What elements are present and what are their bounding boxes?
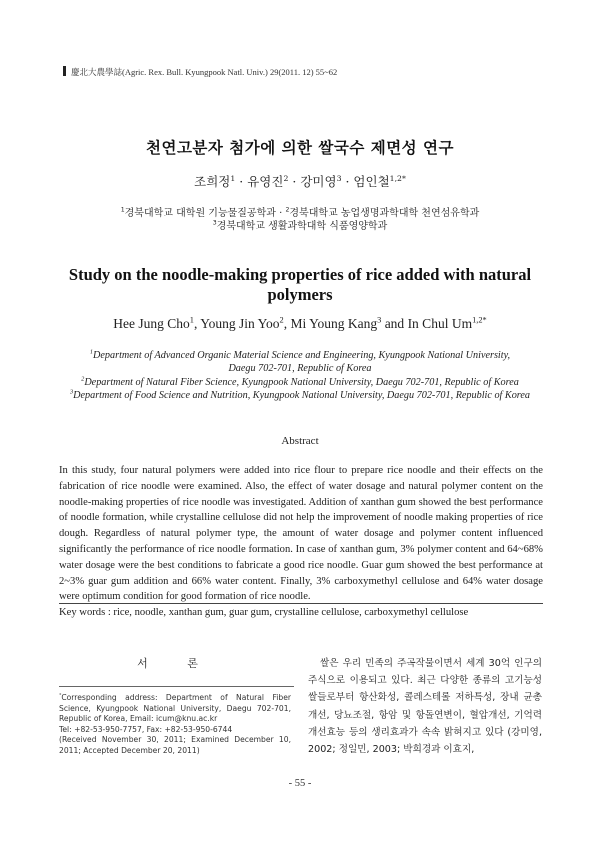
aff-text: Department of Food Science and Nutrition, Kyungpook National University, Daegu 702-701, Republic of Korea — [73, 390, 531, 402]
author-name: 유영진 — [247, 174, 284, 189]
korean-affiliation-line — [0, 207, 600, 220]
english-affiliation-line — [0, 376, 600, 389]
korean-authors — [0, 172, 600, 190]
korean-title: 천연고분자 첨가에 의한 쌀국수 제면성 연구 — [146, 139, 454, 157]
korean-affiliations — [0, 207, 600, 233]
author-name: In Chul Um — [407, 316, 473, 331]
aff-text: 경북대학교 생활과학대학 식품영양학과 — [216, 221, 388, 232]
author-separator: · — [288, 174, 301, 189]
footnote-line: (Received November 30, 2011; Examined December 10, 2011; Accepted December 20, 2011) — [59, 735, 291, 755]
aff-sup: 1 — [89, 348, 94, 356]
author-name: 엄인철 — [353, 174, 390, 189]
footnote-divider — [59, 686, 294, 687]
abstract-body: In this study, four natural polymers were added into rice flour to prepare rice noodle and their effects on the fabrication of rice noodle were examined. Also, the effect of water dosage and natural polymer content on the noodle-making properties of rice noodle was investigated. Addition of xanthan gum showed the best performance of noodle formation, while crystalline cellulose did not help the improvement of noodle making properties of rice dough. Regardless of natural polymer type, the amount of water dosage and polymer content influenced significantly the performance of rice noodle formation. In case of xanthan gum, 3% polymer content and 64~68% water dosage were the best conditions to fabricate a good rice noodle. Guar gum showed the best performance at 2~3% guar gum addition and 66% water content. Finally, 3% carboxymethyl cellulose and 64% water dosage were optimum condition for good formation of rice noodle. — [59, 465, 543, 603]
aff-text: 경북대학교 농업생명과학대학 천연섬유학과 — [289, 208, 480, 219]
author-separator: and — [381, 316, 408, 331]
abstract-divider — [59, 603, 543, 604]
keywords: Key words : rice, noodle, xanthan gum, guar gum, crystalline cellulose, carboxymethyl cellulose — [59, 607, 469, 618]
author-name: Hee Jung Cho — [113, 316, 190, 331]
author-name: Young Jin Yoo — [200, 316, 280, 331]
author-sup: 3 — [377, 315, 382, 325]
author-sup: 2 — [279, 315, 284, 325]
author-sup: 1 — [230, 173, 236, 183]
korean-affiliation-line — [0, 220, 600, 233]
aff-sup: 2 — [81, 375, 85, 383]
author-sup: 1,2* — [389, 173, 406, 183]
author-separator: , — [283, 316, 291, 331]
english-authors — [0, 316, 600, 332]
introduction-paragraph: 쌀은 우리 민족의 주곡작물이면서 세계 30억 인구의 주식으로 이용되고 있다. 최근 다양한 종류의 고기능성 쌀들로부터 항산화성, 콜레스테롤 저하특성, 장내 균총 개선, 당뇨조절, 항암 및 항돌연변이, 혈압개선, 기억력 개선효능 등의 생리효과가 속속 밝혀지고 있다 (강미영, 2002; 정일민, 2003; 박희경과 이효지, — [308, 658, 542, 756]
author-sup: 1 — [189, 315, 194, 325]
author-sup: 2 — [283, 173, 289, 183]
footnote-line: Tel: +82-53-950-7757, Fax: +82-53-950-6744 — [59, 724, 233, 734]
footnote-line — [59, 693, 291, 725]
english-affiliation-line — [0, 349, 600, 362]
author-name: 조희정 — [194, 174, 231, 189]
aff-sup: 2 — [285, 206, 290, 214]
english-title: Study on the noodle-making properties of rice added with natural polymers — [68, 265, 532, 304]
page-number: - 55 - — [288, 778, 312, 789]
abstract-heading: Abstract — [281, 435, 319, 447]
aff-sup: 3 — [212, 219, 217, 227]
aff-text: Daegu 702-701, Republic of Korea — [228, 363, 372, 375]
english-affiliation-line — [0, 389, 600, 402]
aff-sup: 1 — [120, 206, 125, 214]
author-separator: · — [341, 174, 354, 189]
author-name: 강미영 — [300, 174, 337, 189]
corresponding-footnote — [59, 693, 291, 757]
aff-text: Department of Advanced Organic Material Science and Engineering, Kyungpook National University, — [93, 350, 511, 361]
aff-text: 경북대학교 대학원 기능물질공학과 · — [124, 208, 286, 219]
aff-sup: 3 — [69, 388, 74, 396]
author-separator: , — [193, 316, 201, 331]
journal-citation-text: 慶北大農學誌(Agric. Rex. Bull. Kyungpook Natl. Univ.) 29(2011. 12) 55~62 — [71, 67, 338, 77]
author-sup: 3 — [336, 173, 342, 183]
english-affiliations — [0, 349, 600, 403]
aff-text: Department of Natural Fiber Science, Kyungpook National University, Daegu 702-701, Republic of Korea — [84, 376, 519, 388]
author-name: Mi Young Kang — [290, 316, 378, 331]
header-bar — [63, 66, 66, 76]
section-heading-introduction: 서 론 — [137, 657, 216, 670]
english-affiliation-line — [0, 362, 600, 375]
journal-citation — [63, 66, 337, 78]
author-separator: · — [235, 174, 248, 189]
footnote-marker: * — [59, 693, 62, 699]
footnote-text: Corresponding address: Department of Natural Fiber Science, Kyungpook National University, Daegu 702-701, Republic of Korea, Email: icum@knu.ac.kr — [59, 693, 291, 724]
author-sup: 1,2* — [472, 315, 487, 325]
